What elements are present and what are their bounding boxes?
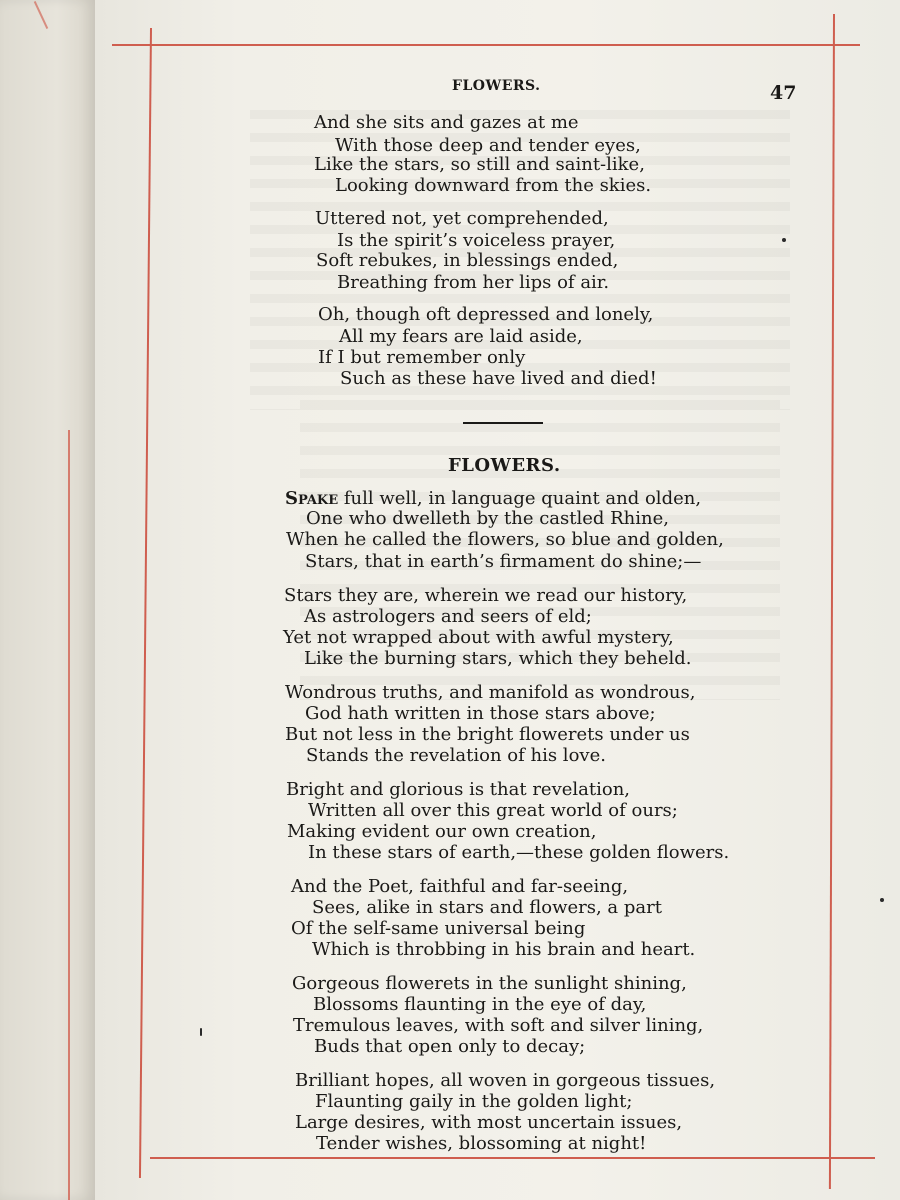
poem-line: Blossoms flaunting in the eye of day,	[313, 994, 647, 1015]
poem-line: Looking downward from the skies.	[335, 175, 652, 196]
poem-line: And the Poet, faithful and far-seeing,	[291, 876, 629, 897]
poem-line: Flaunting gaily in the golden light;	[315, 1091, 633, 1112]
paper-speck	[880, 898, 884, 902]
facing-page-rule	[68, 430, 70, 1200]
poem-line: Soft rebukes, in blessings ended,	[316, 250, 619, 271]
poem-line: Buds that open only to decay;	[314, 1036, 586, 1057]
poem-line: Bright and glorious is that revelation,	[286, 779, 631, 800]
running-head: FLOWERS.	[452, 78, 541, 94]
poem-line: And she sits and gazes at me	[314, 112, 579, 133]
poem-line: Like the stars, so still and saint-like,	[314, 154, 645, 175]
poem-line: One who dwelleth by the castled Rhine,	[306, 508, 669, 529]
poem-line: Tender wishes, blossoming at night!	[316, 1133, 647, 1154]
poem-first-line-rest: full well, in language quaint and olden,	[338, 488, 702, 509]
section-divider	[463, 422, 543, 424]
poem-line: Like the burning stars, which they beheld.	[304, 648, 692, 669]
poem-line: With those deep and tender eyes,	[335, 135, 641, 156]
poem-line: Gorgeous flowerets in the sunlight shining,	[292, 973, 687, 994]
poem-line: Yet not wrapped about with awful mystery,	[283, 627, 674, 648]
poem-line: Breathing from her lips of air.	[337, 272, 610, 293]
poem-line: If I but remember only	[318, 347, 526, 368]
poem-line: All my fears are laid aside,	[339, 326, 583, 347]
poem-line: Uttered not, yet comprehended,	[315, 208, 609, 229]
poem-line: Making evident our own creation,	[287, 821, 597, 842]
poem-first-word: Spake	[285, 488, 339, 509]
poem-line: Which is throbbing in his brain and heart.	[312, 939, 696, 960]
poem-line: As astrologers and seers of eld;	[304, 606, 592, 627]
poem-line: Stars, that in earth’s firmament do shine;—	[305, 551, 702, 572]
paper-speck	[200, 1028, 202, 1036]
paper-speck	[782, 238, 786, 242]
poem-line: In these stars of earth,—these golden flowers.	[308, 842, 730, 863]
poem-line: Written all over this great world of ours;	[308, 800, 678, 821]
poem-line: Large desires, with most uncertain issues,	[295, 1112, 683, 1133]
page-border-bottom	[150, 1157, 875, 1159]
poem-line: Oh, though oft depressed and lonely,	[318, 304, 654, 325]
poem-line: Stars they are, wherein we read our history,	[284, 585, 688, 606]
poem-line: God hath written in those stars above;	[305, 703, 656, 724]
poem-line: Tremulous leaves, with soft and silver lining,	[293, 1015, 704, 1036]
poem-title: FLOWERS.	[448, 455, 561, 476]
poem-line: Brilliant hopes, all woven in gorgeous tissues,	[295, 1070, 716, 1091]
poem-line: Stands the revelation of his love.	[306, 745, 606, 766]
poem-line: Is the spirit’s voiceless prayer,	[337, 230, 616, 251]
poem-line: Of the self-same universal being	[291, 918, 586, 939]
poem-line: Such as these have lived and died!	[340, 368, 657, 389]
poem-line: Sees, alike in stars and flowers, a part	[312, 897, 662, 918]
facing-page-edge	[0, 0, 95, 1200]
page-number: 47	[770, 82, 797, 104]
poem-line: But not less in the bright flowerets under us	[285, 724, 690, 745]
poem-first-line	[285, 488, 701, 509]
poem-line: Wondrous truths, and manifold as wondrous,	[285, 682, 696, 703]
page-border-top	[112, 44, 860, 46]
poem-line: When he called the flowers, so blue and golden,	[286, 529, 724, 550]
